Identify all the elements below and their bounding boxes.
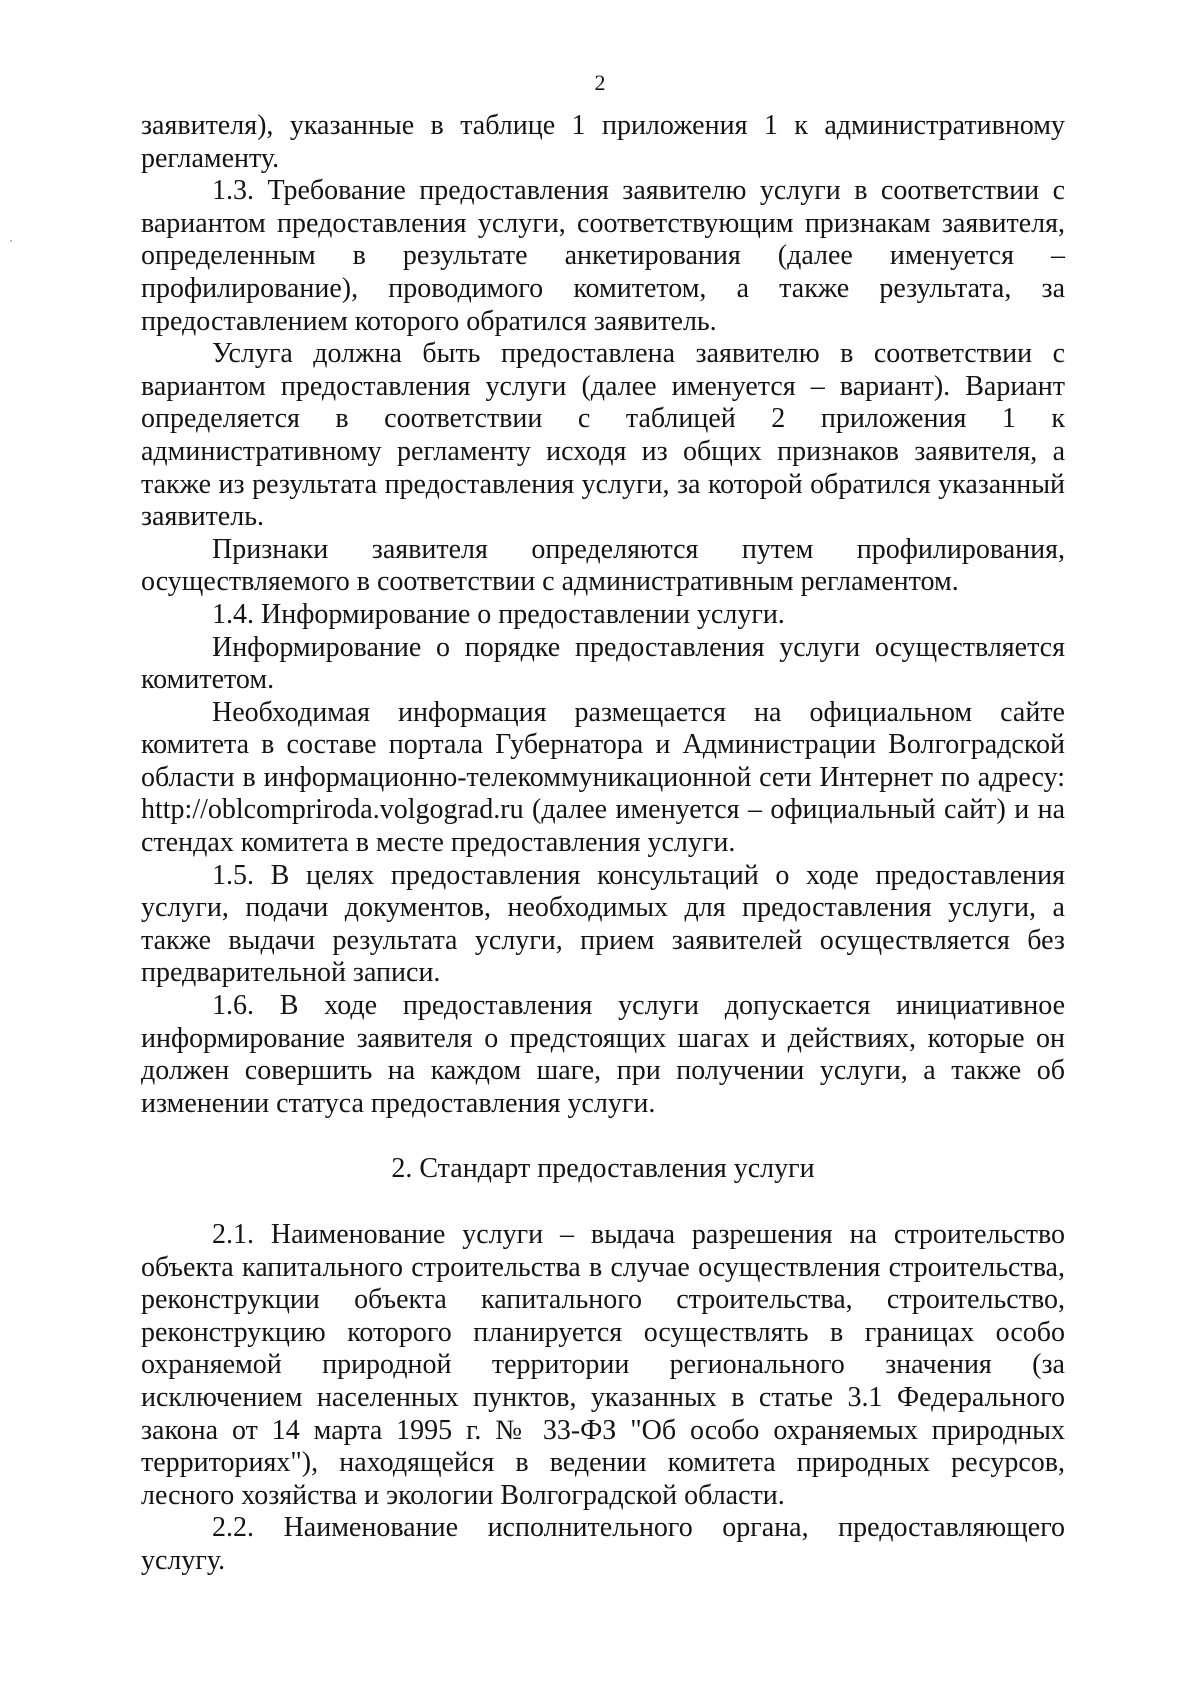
paragraph-informing: Информирование о порядке предоставления услуги осуществляется комитетом. xyxy=(141,631,1065,696)
paragraph-continuation: заявителя), указанные в таблице 1 приложения 1 к административному регламенту. xyxy=(141,110,1065,174)
section-heading: 2. Стандарт предоставления услуги xyxy=(391,1153,815,1185)
paragraph-2-1: 2.1. Наименование услуги – выдача разрешения на строительство объекта капитального строительства в случае осуществления строительства, реконструкции объекта капитального строительства, строительство, реконструкцию которого планируется осуществлять в границах особо охраняемой природной территории регионального значения (за исключением населенных пунктов, указанных в статье 3.1 Федерального закона от 14 марта 1995 г. № 33-ФЗ "Об особо охраняемых природных территориях"), находящейся в ведении комитета природных ресурсов, лесного хозяйства и экологии Волгоградской области. xyxy=(141,1219,1065,1511)
paragraph-1-3: 1.3. Требование предоставления заявителю услуги в соответствии с вариантом предоставления услуги, соответствующим признакам заявителя, определенным в результате анкетирования (далее именуется – профилирование), проводимого комитетом, а также результата, за предоставлением которого обратился заявитель. xyxy=(141,175,1065,337)
paragraph-website: Необходимая информация размещается на официальном сайте комитета в составе портала Губернатора и Администрации Волгоградской области в информационно-телекоммуникационной сети Интернет по адресу: http://oblcompriroda.volgograd.ru (далее именуется – официальный сайт) и на стендах комитета в месте предоставления услуги. xyxy=(141,696,1065,859)
document-body xyxy=(141,110,1065,1578)
paragraph-variant: Услуга должна быть предоставлена заявителю в соответствии с вариантом предоставления услуги (далее именуется – вариант). Вариант определяется в соответствии с таблицей 2 приложения 1 к административному регламенту исходя из общих признаков заявителя, а также из результата предоставления услуги, за которой обратился указанный заявитель. xyxy=(141,338,1065,533)
paragraph-1-5: 1.5. В целях предоставления консультаций о ходе предоставления услуги, подачи документов, необходимых для предоставления услуги, а также выдачи результата услуги, прием заявителей осуществляется без предварительной записи. xyxy=(141,859,1065,989)
paragraph-1-4: 1.4. Информирование о предоставлении услуги. xyxy=(212,598,785,630)
paragraph-1-6: 1.6. В ходе предоставления услуги допускается инициативное информирование заявителя о предстоящих шагах и действиях, которые он должен совершить на каждом шаге, при получении услуги, а также об изменении статуса предоставления услуги. xyxy=(141,990,1065,1119)
paragraph-signs: Признаки заявителя определяются путем профилирования, осуществляемого в соответствии с административным регламентом. xyxy=(141,533,1065,598)
scan-artifact xyxy=(10,240,12,242)
paragraph-2-2: 2.2. Наименование исполнительного органа, предоставляющего услугу. xyxy=(141,1512,1065,1576)
page-number: 2 xyxy=(594,70,606,95)
